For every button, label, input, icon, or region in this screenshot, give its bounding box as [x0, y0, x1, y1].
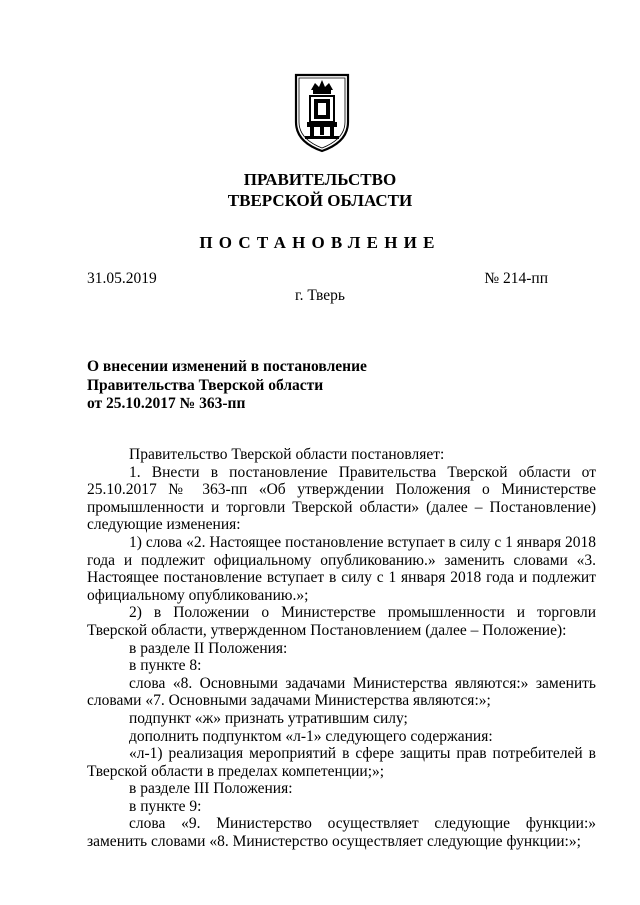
subject-line: Правительства Тверской области: [87, 376, 324, 394]
body-paragraph: слова «8. Основными задачами Министерства являются:» заменить словами «7. Основными задачами Министерства являются:»;: [87, 674, 596, 710]
document-city: г. Тверь: [295, 287, 345, 304]
document-date: 31.05.2019: [87, 270, 157, 287]
body-paragraph: «л-1) реализация мероприятий в сфере защиты прав потребителей в Тверской области в пределах компетенции;»;: [87, 745, 596, 780]
subject-line: О внесении изменений в постановление: [87, 358, 367, 375]
government-name-line1: ПРАВИТЕЛЬСТВО: [243, 170, 397, 189]
document-subject: [87, 358, 367, 414]
body-paragraph: Правительство Тверской области постановляет:: [129, 446, 445, 463]
body-paragraph: в разделе III Положения:: [129, 780, 293, 798]
body-paragraph: 1) слова «2. Настоящее постановление вступает в силу с 1 января 2018 года и подлежит официальному опубликованию.» заменить словами «3. Настоящее постановление вступает в силу с 1 января 2018 года и подлежит официальному опубликованию.»;: [87, 533, 596, 604]
body-paragraph: подпункт «ж» признать утратившим силу;: [129, 709, 408, 727]
document-body: [87, 446, 596, 851]
subject-line: от 25.10.2017 № 363-пп: [87, 395, 246, 412]
body-paragraph: дополнить подпунктом «л-1» следующего содержания:: [129, 727, 493, 745]
government-name-line2: ТВЕРСКОЙ ОБЛАСТИ: [227, 191, 413, 210]
body-paragraph: 2) в Положении о Министерстве промышленности и торговли Тверской области, утвержденном Постановлением (далее – Положение):: [87, 604, 596, 639]
body-paragraph: в пункте 9:: [129, 797, 202, 815]
tver-coat-of-arms-icon: [293, 72, 351, 154]
body-paragraph: в пункте 8:: [129, 657, 202, 675]
body-paragraph: слова «9. Министерство осуществляет следующие функции:» заменить словами «8. Министерство осуществляет следующие функции:»;: [87, 815, 596, 851]
document-type-title: ПОСТАНОВЛЕНИЕ: [199, 233, 441, 252]
document-number: № 214-пп: [484, 270, 548, 287]
body-paragraph: в разделе II Положения:: [129, 639, 288, 657]
body-paragraph: 1. Внести в постановление Правительства Тверской области от 25.10.2017 № 363-пп «Об утверждении Положения о Министерстве промышленности и торговли Тверской области» (далее – Постановление) следующие изменения:: [87, 463, 596, 534]
